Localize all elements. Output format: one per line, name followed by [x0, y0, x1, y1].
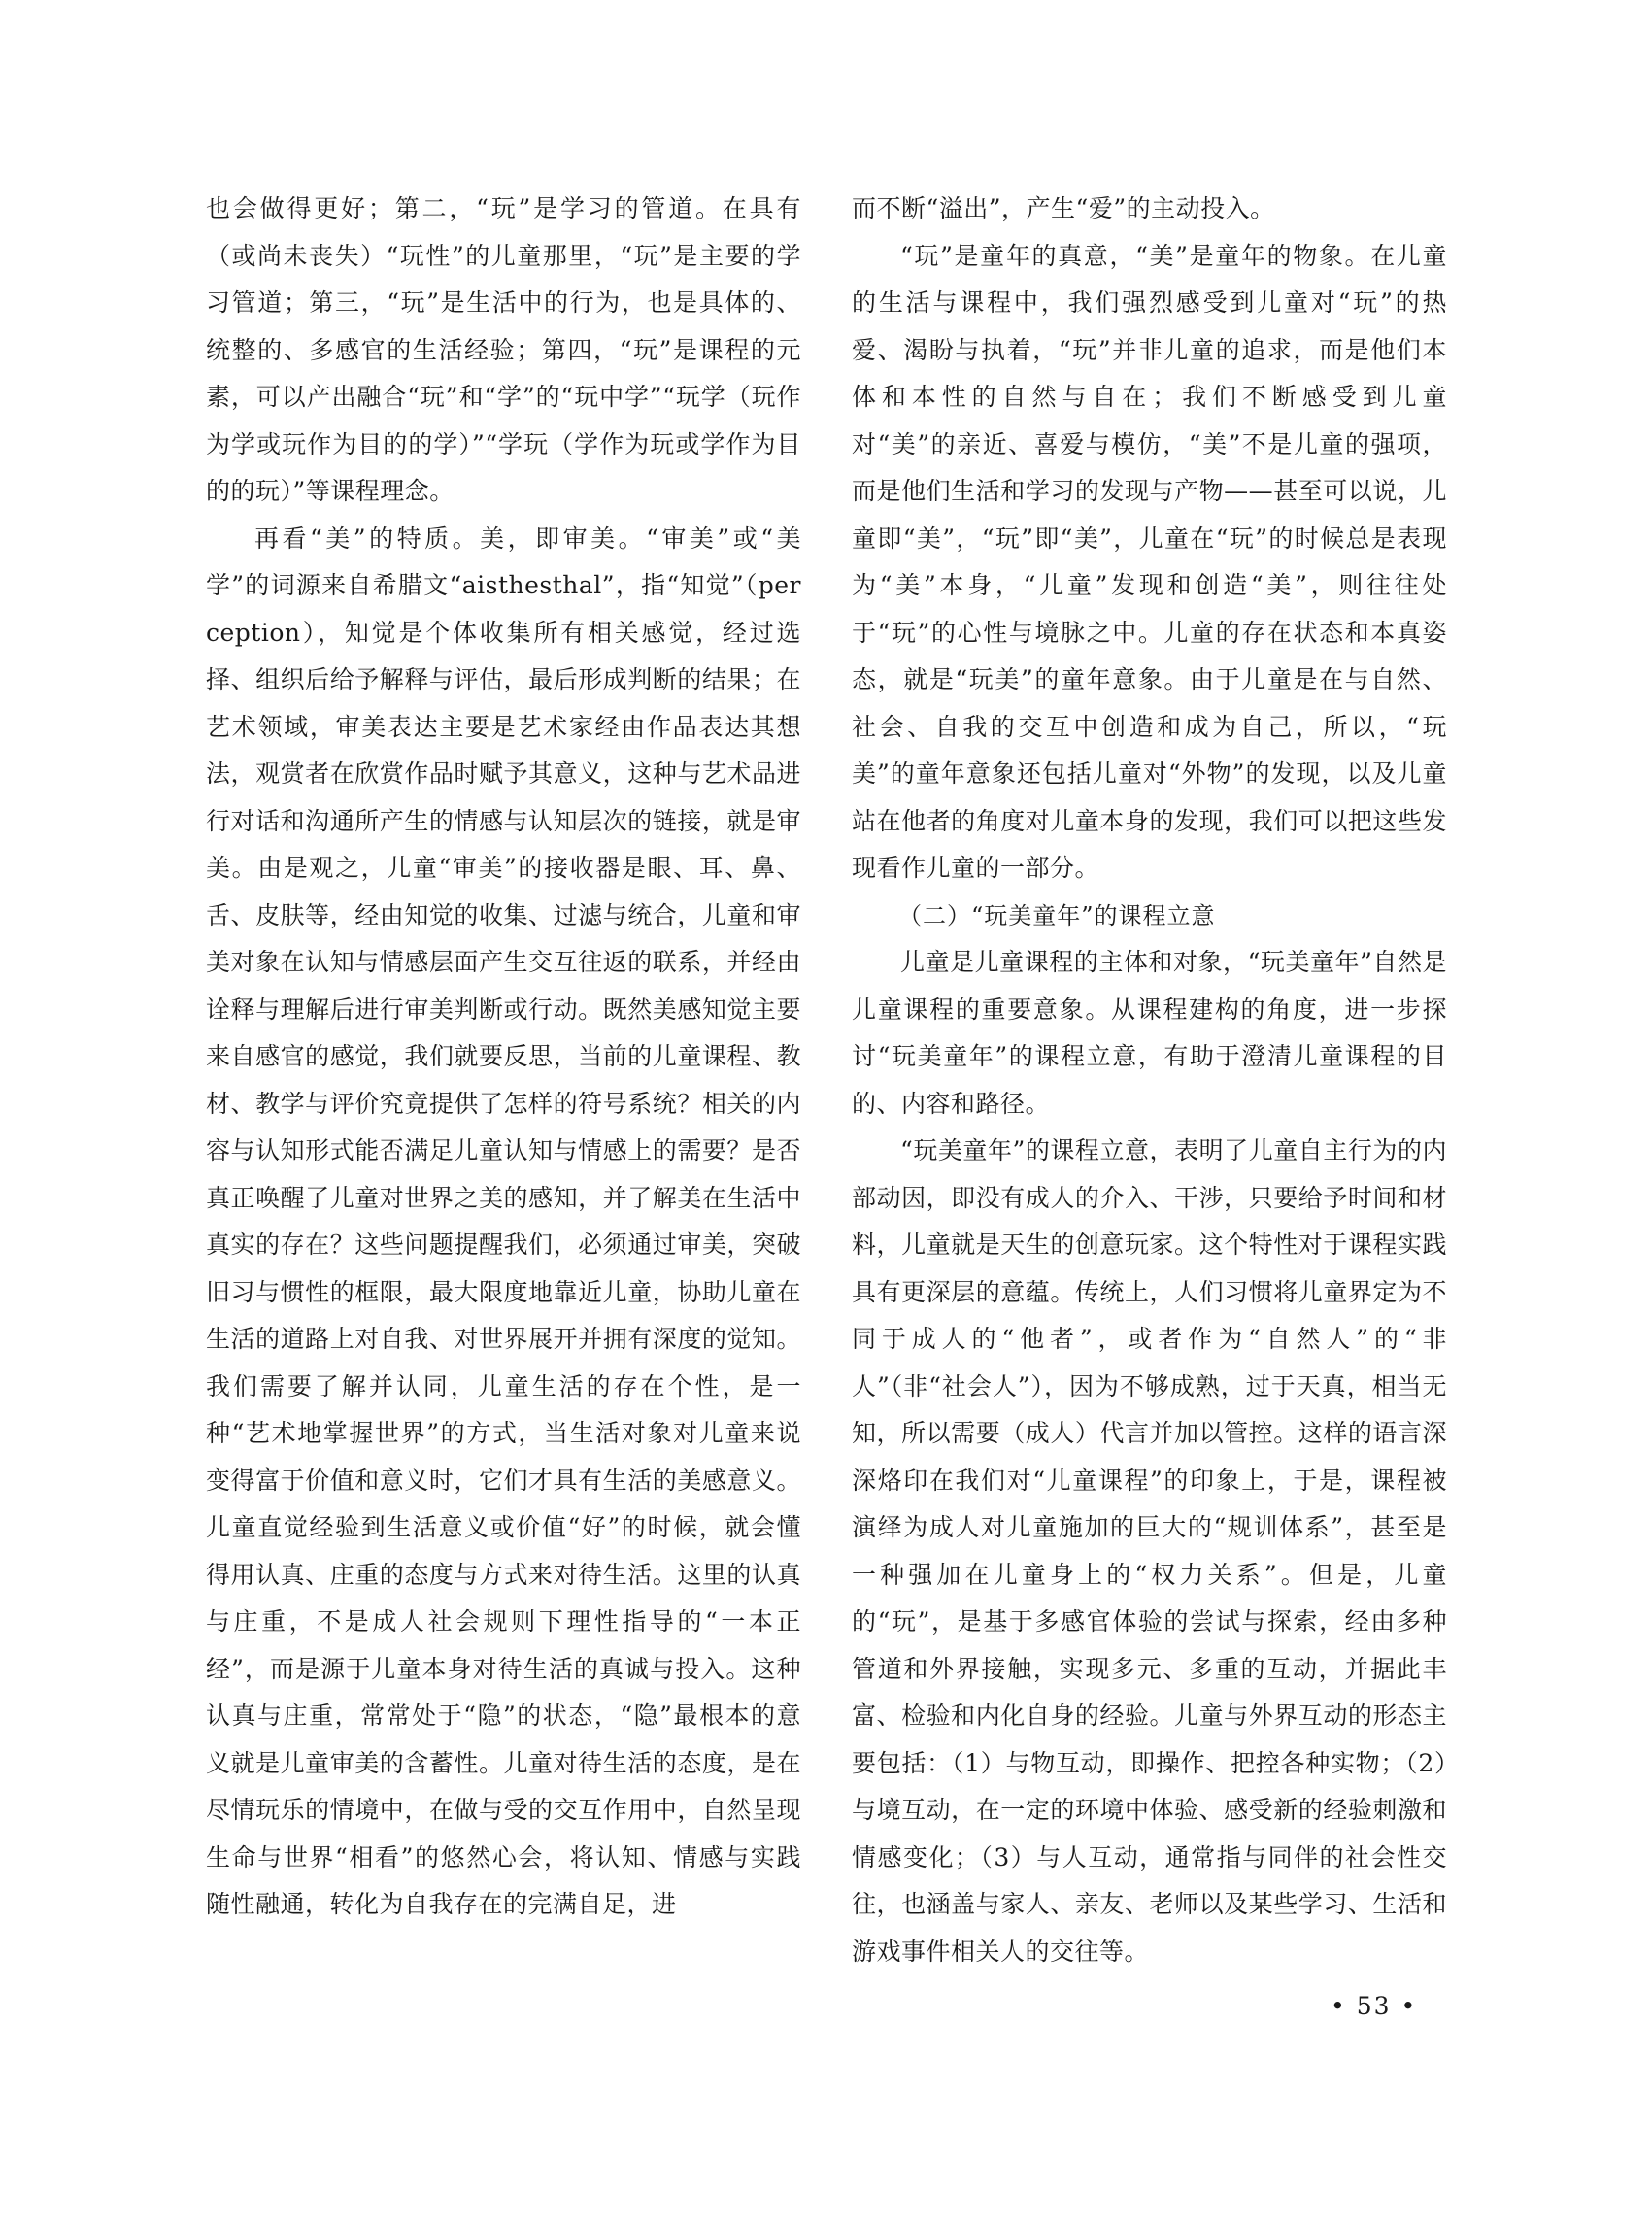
paragraph: 而不断“溢出”，产生“爱”的主动投入。 — [852, 194, 1275, 222]
page-number: • 53 • — [1331, 1992, 1418, 2020]
right-column — [852, 185, 1447, 1975]
paragraph: 也会做得更好；第二，“玩”是学习的管道。在具有（或尚未丧失）“玩性”的儿童那里，“玩”是主要的学习管道；第三，“玩”是生活中的行为，也是具体的、统整的、多感官的生活经验；第四，“玩”是课程的元素，可以产出融合“玩”和“学”的“玩中学”“玩学（玩作为学或玩作为目的的学）”“学玩（学作为玩或学作为目的的玩）”等课程理念。 — [206, 194, 801, 505]
left-column — [206, 185, 801, 1929]
section-heading: （二）“玩美童年”的课程立意 — [898, 901, 1216, 929]
paragraph: “玩美童年”的课程立意，表明了儿童自主行为的内部动因，即没有成人的介入、干涉，只要给予时间和材料，儿童就是天生的创意玩家。这个特性对于课程实践具有更深层的意蕴。传统上，人们习惯将儿童界定为不同于成人的“他者”，或者作为“自然人”的“非人”（非“社会人”），因为不够成熟，过于天真，相当无知，所以需要（成人）代言并加以管控。这样的语言深深烙印在我们对“儿童课程”的印象上，于是，课程被演绎为成人对儿童施加的巨大的“规训体系”，甚至是一种强加在儿童身上的“权力关系”。但是，儿童的“玩”，是基于多感官体验的尝试与探索，经由多种管道和外界接触，实现多元、多重的互动，并据此丰富、检验和内化自身的经验。儿童与外界互动的形态主要包括：（1）与物互动，即操作、把控各种实物；（2）与境互动，在一定的环境中体验、感受新的经验刺激和情感变化；（3）与人互动，通常指与同伴的社会性交往，也涵盖与家人、亲友、老师以及某些学习、生活和游戏事件相关人的交往等。 — [852, 1136, 1447, 1966]
paragraph: 再看“美”的特质。美，即审美。“审美”或“美学”的词源来自希腊文“aisthesthal”，指“知觉”（perception），知觉是个体收集所有相关感觉，经过选择、组织后给予解释与评估，最后形成判断的结果；在艺术领域，审美表达主要是艺术家经由作品表达其想法，观赏者在欣赏作品时赋予其意义，这种与艺术品进行对话和沟通所产生的情感与认知层次的链接，就是审美。由是观之，儿童“审美”的接收器是眼、耳、鼻、舌、皮肤等，经由知觉的收集、过滤与统合，儿童和审美对象在认知与情感层面产生交互往返的联系，并经由诠释与理解后进行审美判断或行动。既然美感知觉主要来自感官的感觉，我们就要反思，当前的儿童课程、教材、教学与评价究竟提供了怎样的符号系统？相关的内容与认知形式能否满足儿童认知与情感上的需要？是否真正唤醒了儿童对世界之美的感知，并了解美在生活中真实的存在？这些问题提醒我们，必须通过审美，突破旧习与惯性的框限，最大限度地靠近儿童，协助儿童在生活的道路上对自我、对世界展开并拥有深度的觉知。我们需要了解并认同，儿童生活的存在个性，是一种“艺术地掌握世界”的方式，当生活对象对儿童来说变得富于价值和意义时，它们才具有生活的美感意义。儿童直觉经验到生活意义或价值“好”的时候，就会懂得用认真、庄重的态度与方式来对待生活。这里的认真与庄重，不是成人社会规则下理性指导的“一本正经”，而是源于儿童本身对待生活的真诚与投入。这种认真与庄重，常常处于“隐”的状态，“隐”最根本的意义就是儿童审美的含蓄性。儿童对待生活的态度，是在尽情玩乐的情境中，在做与受的交互作用中，自然呈现生命与世界“相看”的悠然心会，将认知、情感与实践随性融通，转化为自我存在的完满自足，进 — [206, 523, 801, 1918]
paragraph: 儿童是儿童课程的主体和对象，“玩美童年”自然是儿童课程的重要意象。从课程建构的角度，进一步探讨“玩美童年”的课程立意，有助于澄清儿童课程的目的、内容和路径。 — [852, 948, 1447, 1118]
paragraph: “玩”是童年的真意，“美”是童年的物象。在儿童的生活与课程中，我们强烈感受到儿童对“玩”的热爱、渴盼与执着，“玩”并非儿童的追求，而是他们本体和本性的自然与自在；我们不断感受到儿童对“美”的亲近、喜爱与模仿，“美”不是儿童的强项，而是他们生活和学习的发现与产物——甚至可以说，儿童即“美”，“玩”即“美”，儿童在“玩”的时候总是表现为“美”本身，“儿童”发现和创造“美”，则往往处于“玩”的心性与境脉之中。儿童的存在状态和本真姿态，就是“玩美”的童年意象。由于儿童是在与自然、社会、自我的交互中创造和成为自己，所以，“玩美”的童年意象还包括儿童对“外物”的发现，以及儿童站在他者的角度对儿童本身的发现，我们可以把这些发现看作儿童的一部分。 — [852, 241, 1447, 882]
